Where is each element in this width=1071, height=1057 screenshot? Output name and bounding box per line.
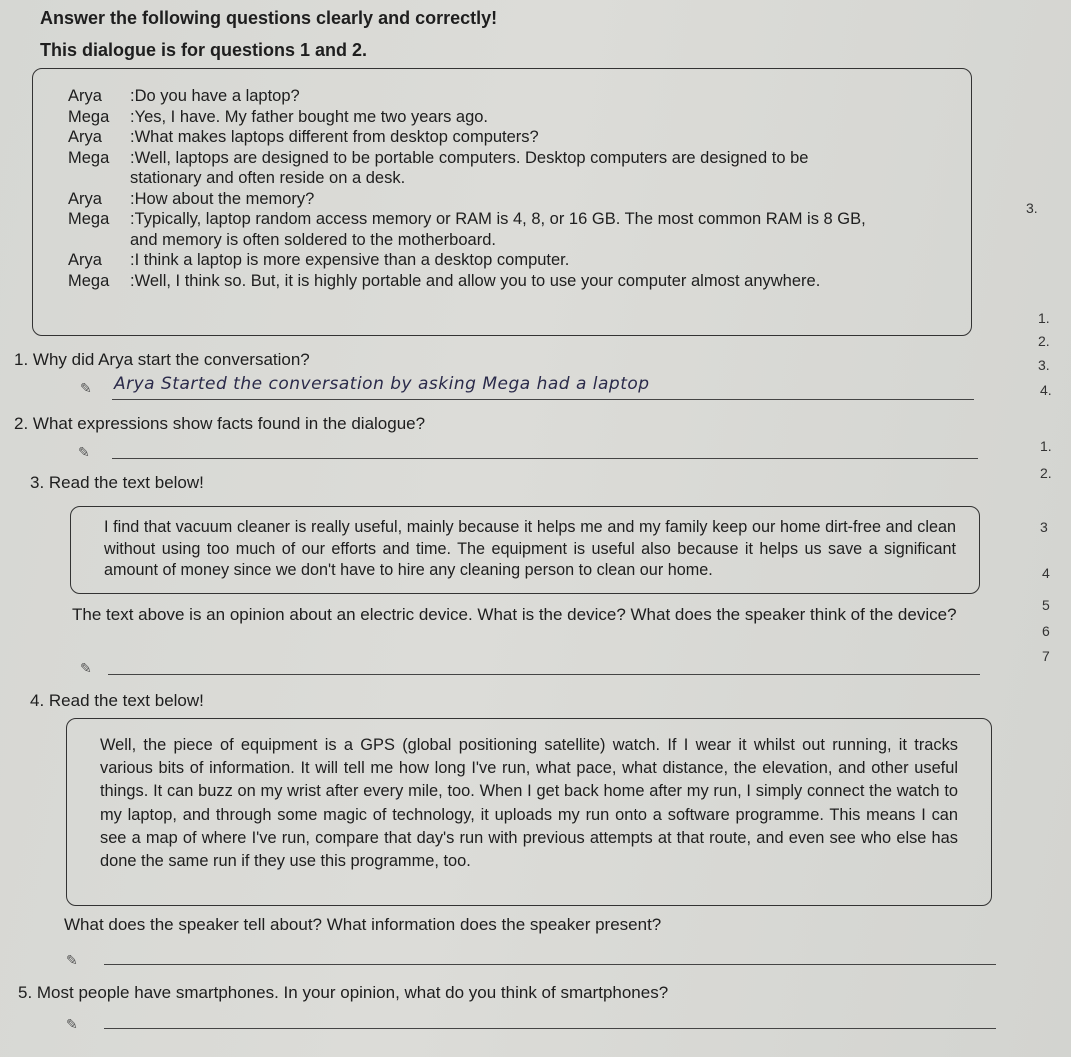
margin-number: 2. — [1040, 465, 1052, 481]
question-3: 3. Read the text below! — [30, 473, 204, 492]
instruction-title: Answer the following questions clearly and correctly! — [40, 8, 498, 28]
question-5: 5. Most people have smartphones. In your opinion, what do you think of smartphones? — [18, 983, 669, 1002]
margin-number: 6 — [1042, 623, 1050, 639]
passage-3: I find that vacuum cleaner is really useful, mainly because it helps me and my family keep our home dirt-free and clean without using too much of our efforts and time. The equipment is useful also because it helps us save a significant amount of money since we don't have to hire any cleaning person to clean our home. — [104, 518, 956, 580]
dialogue-line — [68, 189, 948, 210]
dialogue-line — [68, 271, 948, 292]
dialogue-caption: This dialogue is for questions 1 and 2. — [40, 40, 368, 60]
colon: : — [130, 128, 135, 146]
passage-4: Well, the piece of equipment is a GPS (global positioning satellite) watch. If I wear it whilst out running, it tracks various bits of information. It will tell me how long I've run, what pace, what distance, the elevation, and other useful things. It can buzz on my wrist after every mile, too. When I get back home after my run, I simply connect the watch to my laptop, and through some magic of technology, it uploads my run onto a software programme. This means I can see a map of where I've run, compare that day's run with previous attempts at that route, and even see who else has done the same run if they use this programme, too. — [100, 736, 958, 871]
dialogue-line — [68, 250, 948, 271]
dialogue-text: Do you have a laptop? — [134, 87, 300, 105]
speaker-name: Arya — [68, 128, 102, 146]
margin-number: 1. — [1038, 310, 1050, 326]
speaker-name: Arya — [68, 189, 102, 208]
dialogue-continuation: stationary and often reside on a desk. — [130, 169, 406, 187]
margin-number: 2. — [1038, 333, 1050, 349]
margin-number: 7 — [1042, 648, 1050, 664]
question-4-prompt: What does the speaker tell about? What information does the speaker present? — [64, 915, 662, 934]
colon: : — [130, 87, 135, 105]
margin-number: 3. — [1026, 200, 1038, 216]
pencil-icon: ✎ — [66, 952, 78, 968]
question-3-prompt: The text above is an opinion about an electric device. What is the device? What does the speaker think of the device? — [72, 605, 957, 624]
colon: : — [130, 251, 135, 269]
pencil-icon: ✎ — [80, 380, 92, 396]
dialogue-continuation: and memory is often soldered to the motherboard. — [130, 230, 496, 249]
dialogue-text: Yes, I have. My father bought me two years ago. — [134, 107, 489, 126]
answer-line-3[interactable] — [108, 674, 980, 675]
margin-number: 4 — [1042, 565, 1050, 581]
dialogue-text: Well, I think so. But, it is highly portable and allow you to use your computer almost anywhere. — [134, 271, 821, 290]
speaker-name: Mega — [68, 210, 110, 228]
speaker-name: Mega — [68, 271, 110, 290]
margin-number: 3. — [1038, 357, 1050, 373]
dialogue-line — [68, 86, 948, 107]
colon: : — [130, 189, 135, 208]
dialogue-line — [68, 107, 948, 128]
dialogue — [68, 86, 948, 291]
colon: : — [130, 107, 135, 126]
dialogue-line — [68, 127, 948, 148]
colon: : — [130, 271, 135, 290]
dialogue-text: How about the memory? — [134, 189, 315, 208]
answer-1[interactable]: Arya Started the conversation by asking Mega had a laptop — [114, 374, 650, 394]
speaker-name: Arya — [68, 87, 102, 105]
question-1: 1. Why did Arya start the conversation? — [14, 350, 310, 369]
colon: : — [130, 148, 135, 167]
speaker-name: Mega — [68, 107, 110, 126]
dialogue-text: Well, laptops are designed to be portable computers. Desktop computers are designed to be — [134, 148, 809, 167]
answer-line-2[interactable] — [112, 458, 978, 459]
answer-line-1 — [112, 399, 974, 400]
pencil-icon: ✎ — [66, 1016, 78, 1032]
dialogue-text: Typically, laptop random access memory or RAM is 4, 8, or 16 GB. The most common RAM is 8 GB, — [134, 210, 866, 228]
speaker-name: Mega — [68, 148, 110, 167]
answer-line-4[interactable] — [104, 964, 996, 965]
dialogue-text: I think a laptop is more expensive than a desktop computer. — [134, 251, 570, 269]
margin-number: 4. — [1040, 382, 1052, 398]
question-2: 2. What expressions show facts found in the dialogue? — [14, 414, 426, 433]
answer-line-5[interactable] — [104, 1028, 996, 1029]
margin-number: 5 — [1042, 597, 1050, 613]
dialogue-line — [68, 148, 948, 169]
colon: : — [130, 210, 135, 228]
question-4: 4. Read the text below! — [30, 691, 204, 710]
dialogue-line — [68, 209, 948, 230]
speaker-name: Arya — [68, 251, 102, 269]
margin-number: 3 — [1040, 519, 1048, 535]
dialogue-text: What makes laptops different from desktop computers? — [134, 128, 539, 146]
pencil-icon: ✎ — [78, 444, 90, 460]
pencil-icon: ✎ — [80, 660, 92, 676]
margin-number: 1. — [1040, 438, 1052, 454]
